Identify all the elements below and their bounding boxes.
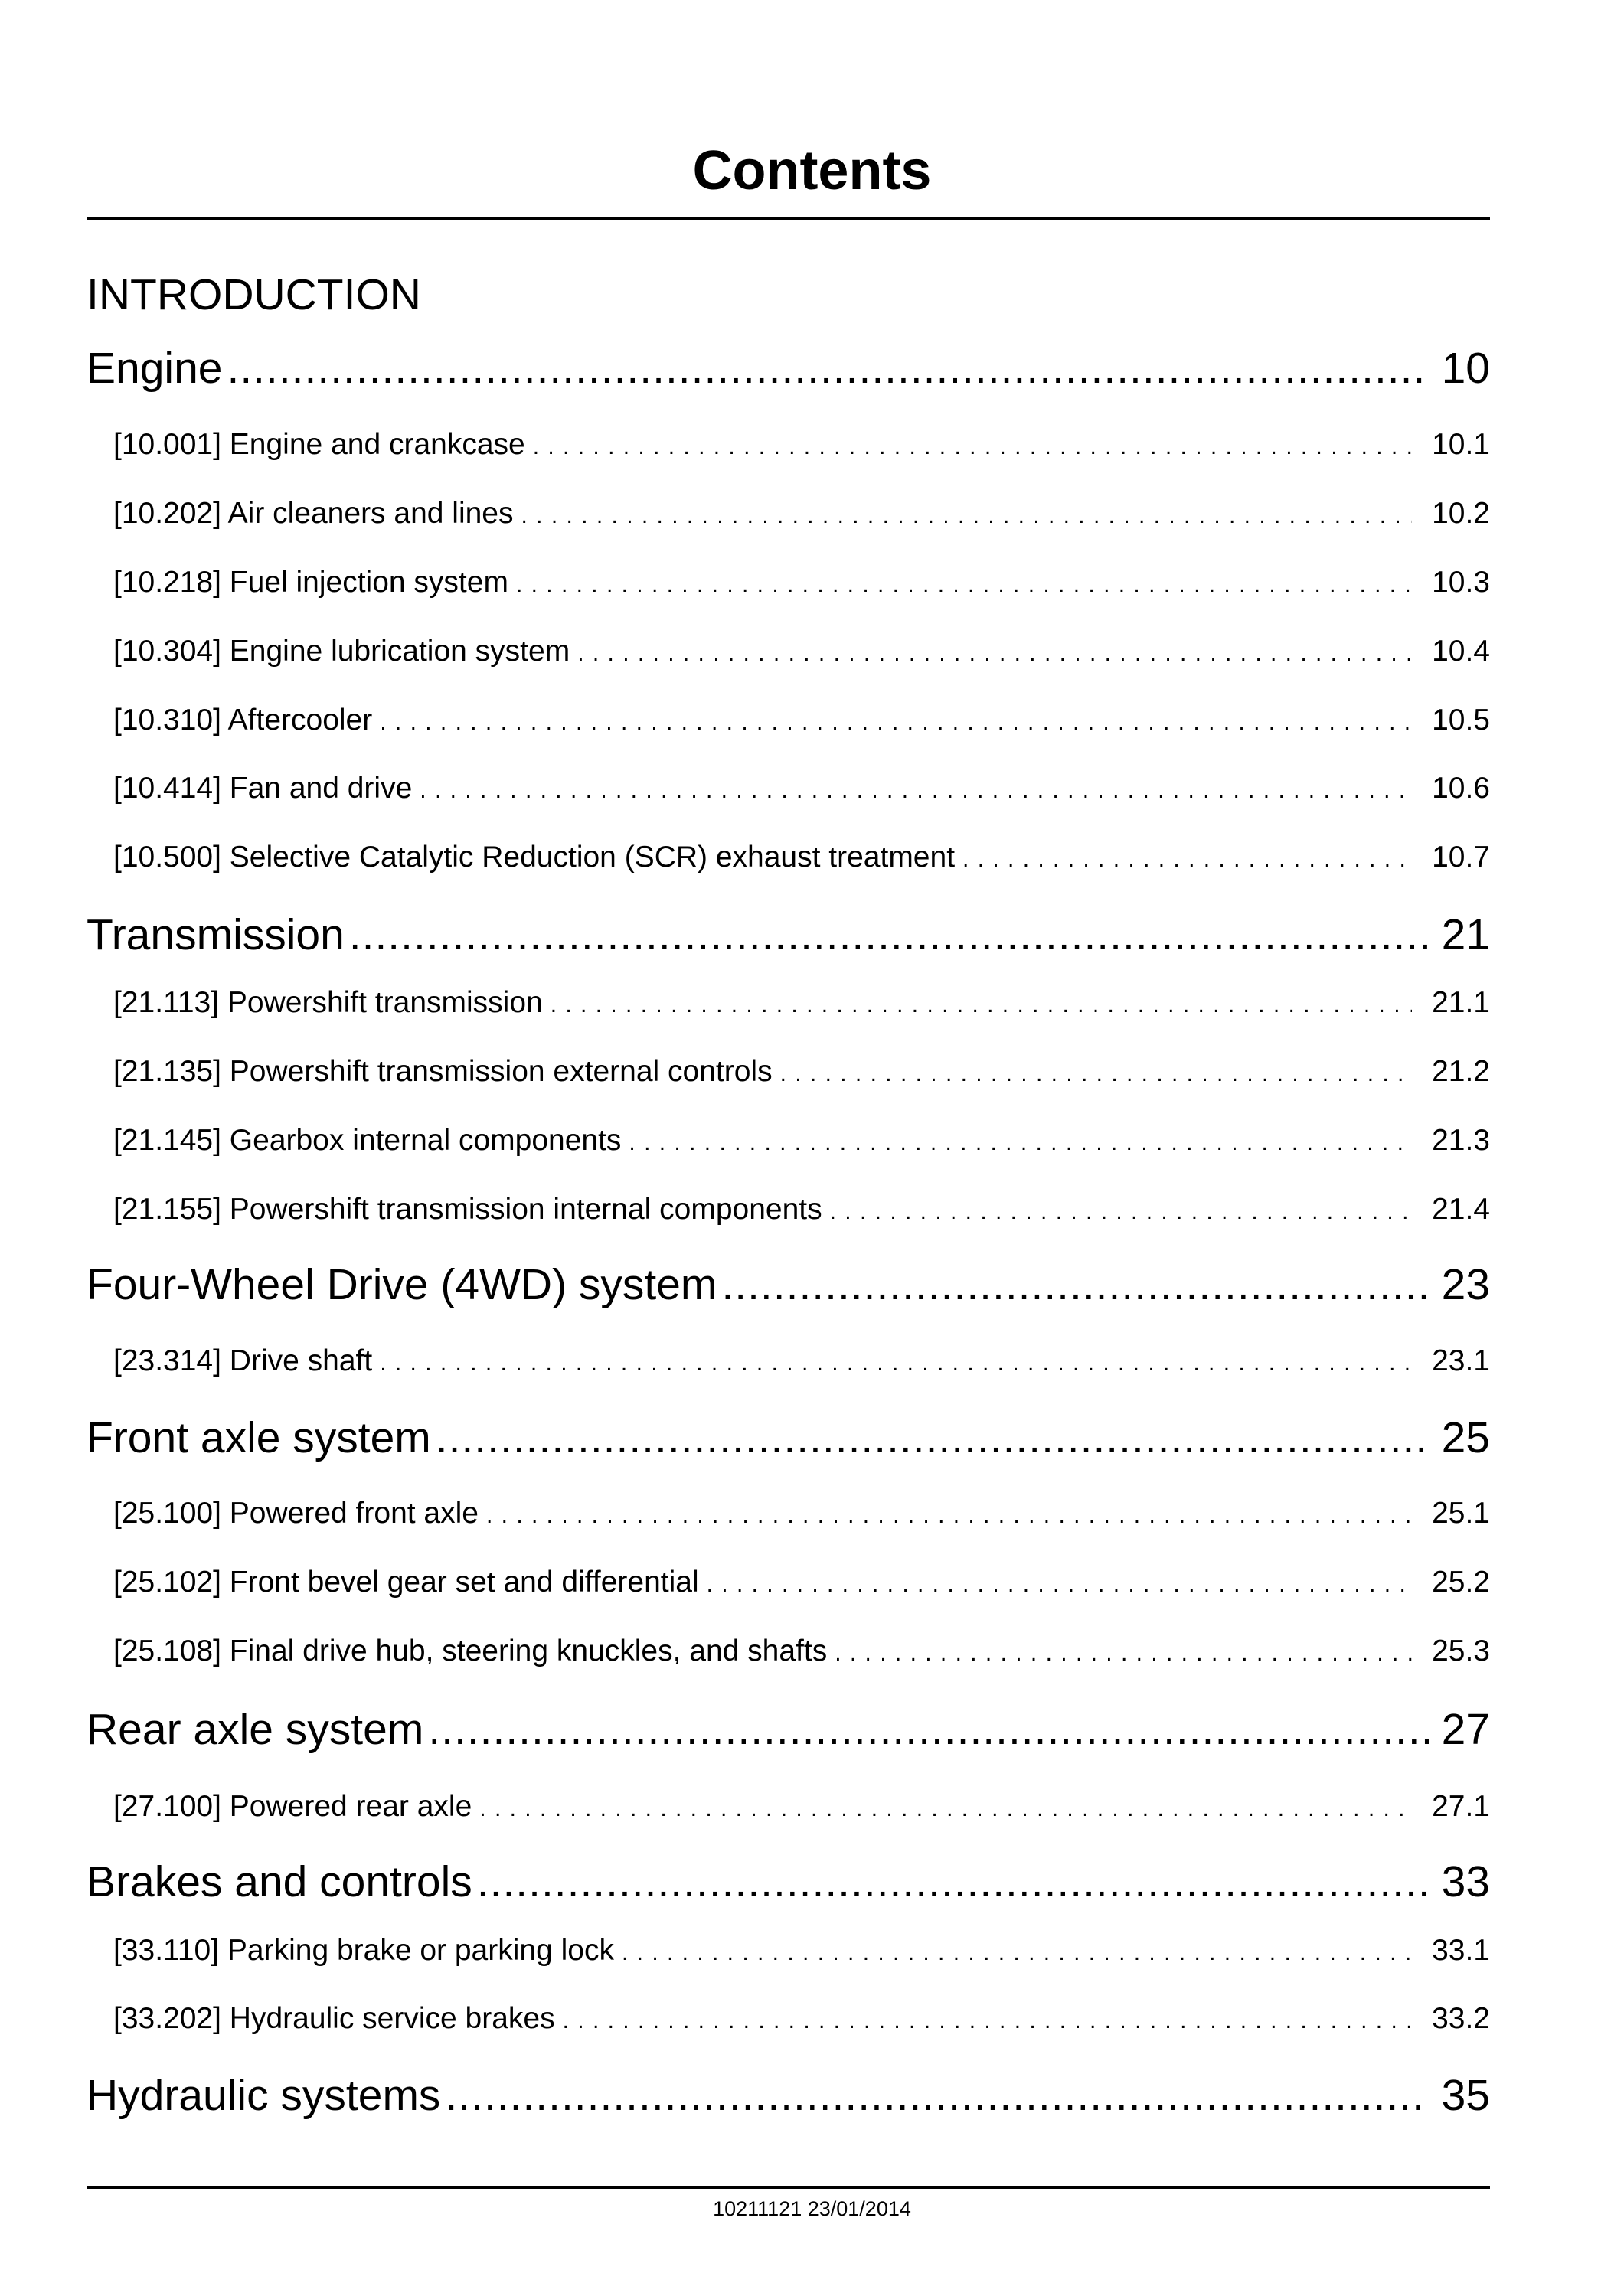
dot-leader	[436, 1411, 1429, 1465]
dot-leader	[420, 772, 1412, 810]
section-title: [10.304] Engine lubrication system	[113, 635, 570, 668]
section-title: [23.314] Drive shaft	[113, 1344, 373, 1377]
chapter-page-number: 35	[1441, 2071, 1490, 2120]
dot-leader	[380, 1344, 1412, 1383]
chapter-title: Front axle system	[87, 1413, 431, 1462]
dot-leader	[380, 704, 1412, 742]
section-page-number: 10.1	[1432, 428, 1490, 461]
chapter-page-number: 27	[1441, 1705, 1490, 1754]
chapter-title: Rear axle system	[87, 1705, 424, 1754]
section-title: [33.110] Parking brake or parking lock	[113, 1934, 614, 1967]
section-title: [33.202] Hydraulic service brakes	[113, 2002, 555, 2035]
section-title: [10.310] Aftercooler	[113, 704, 373, 736]
dot-leader	[479, 1790, 1412, 1828]
section-page-number: 27.1	[1432, 1790, 1490, 1823]
section-page-number: 21.1	[1432, 986, 1490, 1019]
section-page-number: 10.5	[1432, 704, 1490, 736]
dot-leader	[521, 497, 1412, 535]
chapter-title: Four-Wheel Drive (4WD) system	[87, 1260, 717, 1309]
chapter-page-number: 33	[1441, 1857, 1490, 1906]
section-title: [10.414] Fan and drive	[113, 772, 413, 805]
toc-section-21-155[interactable]	[113, 1190, 1490, 1231]
chapter-title: Transmission	[87, 910, 345, 959]
section-page-number: 21.3	[1432, 1124, 1490, 1157]
section-page-number: 25.2	[1432, 1566, 1490, 1599]
toc-section-10-414[interactable]	[113, 769, 1490, 810]
toc-chapter-transmission[interactable]	[87, 908, 1490, 962]
section-title: [27.100] Powered rear axle	[113, 1790, 472, 1823]
section-title: [10.001] Engine and crankcase	[113, 428, 525, 461]
toc-section-33-110[interactable]	[113, 1932, 1490, 1972]
section-title: [21.155] Powershift transmission internal components	[113, 1193, 822, 1226]
section-title: [10.202] Air cleaners and lines	[113, 497, 514, 530]
page-title: Contents	[692, 140, 932, 201]
dot-leader	[533, 428, 1412, 466]
section-title: [21.135] Powershift transmission external controls	[113, 1055, 773, 1088]
toc-chapter-brakes-and-controls[interactable]	[87, 1855, 1490, 1909]
section-page-number: 10.6	[1432, 772, 1490, 805]
dot-leader	[622, 1934, 1412, 1972]
toc-section-10-218[interactable]	[113, 563, 1490, 604]
footer-divider	[87, 2186, 1490, 2189]
section-title: [21.113] Powershift transmission	[113, 986, 543, 1019]
section-title: [25.108] Final drive hub, steering knuckles, and shafts	[113, 1635, 828, 1667]
dot-leader	[477, 1855, 1429, 1909]
chapter-page-number: 10	[1441, 344, 1490, 393]
chapter-page-number: 21	[1441, 910, 1490, 959]
toc-section-25-108[interactable]	[113, 1632, 1490, 1673]
toc-section-21-145[interactable]	[113, 1122, 1490, 1162]
toc-chapter-four-wheel-drive[interactable]	[87, 1258, 1490, 1311]
section-page-number: 25.3	[1432, 1635, 1490, 1667]
toc-section-23-314[interactable]	[113, 1342, 1490, 1383]
section-page-number: 33.1	[1432, 1934, 1490, 1967]
section-title: [21.145] Gearbox internal components	[113, 1124, 622, 1157]
section-title: [25.102] Front bevel gear set and differential	[113, 1566, 699, 1599]
chapter-page-number: 25	[1441, 1413, 1490, 1462]
toc-chapter-engine[interactable]	[87, 341, 1490, 395]
section-title: [10.218] Fuel injection system	[113, 566, 508, 599]
toc-section-25-102[interactable]	[113, 1563, 1490, 1604]
dot-leader	[428, 1703, 1429, 1756]
dot-leader	[551, 986, 1412, 1024]
toc-section-10-202[interactable]	[113, 495, 1490, 535]
toc-chapter-rear-axle-system[interactable]	[87, 1703, 1490, 1756]
toc-section-10-304[interactable]	[113, 632, 1490, 673]
dot-leader	[830, 1193, 1412, 1231]
dot-leader	[227, 341, 1430, 395]
toc-chapter-hydraulic-systems[interactable]	[87, 2069, 1490, 2122]
footer-document-id: 10211121 23/01/2014	[713, 2197, 911, 2220]
section-page-number: 25.1	[1432, 1497, 1490, 1530]
chapter-title: Brakes and controls	[87, 1857, 472, 1906]
section-page-number: 10.3	[1432, 566, 1490, 599]
dot-leader	[486, 1497, 1412, 1535]
toc-section-21-113[interactable]	[113, 984, 1490, 1024]
dot-leader	[962, 841, 1412, 879]
section-page-number: 21.4	[1432, 1193, 1490, 1226]
dot-leader	[349, 908, 1429, 962]
dot-leader	[516, 566, 1412, 604]
header-divider	[87, 217, 1490, 220]
dot-leader	[629, 1124, 1412, 1162]
toc-section-25-100[interactable]	[113, 1494, 1490, 1535]
section-page-number: 10.4	[1432, 635, 1490, 668]
dot-leader	[577, 635, 1412, 673]
toc-section-10-310[interactable]	[113, 701, 1490, 742]
chapter-title: Engine	[87, 344, 223, 393]
chapter-title: Hydraulic systems	[87, 2071, 441, 2120]
dot-leader	[780, 1055, 1412, 1093]
dot-leader	[707, 1566, 1412, 1604]
section-title: [25.100] Powered front axle	[113, 1497, 479, 1530]
toc-section-21-135[interactable]	[113, 1053, 1490, 1093]
toc-chapter-front-axle-system[interactable]	[87, 1411, 1490, 1465]
dot-leader	[445, 2069, 1429, 2122]
toc-section-10-001[interactable]	[113, 426, 1490, 466]
section-page-number: 10.7	[1432, 841, 1490, 874]
section-page-number: 23.1	[1432, 1344, 1490, 1377]
dot-leader	[721, 1258, 1429, 1311]
dot-leader	[563, 2002, 1412, 2040]
dot-leader	[835, 1635, 1412, 1673]
section-page-number: 21.2	[1432, 1055, 1490, 1088]
section-page-number: 33.2	[1432, 2002, 1490, 2035]
toc-section-27-100[interactable]	[113, 1788, 1490, 1828]
chapter-page-number: 23	[1441, 1260, 1490, 1309]
section-title: [10.500] Selective Catalytic Reduction (SCR) exhaust treatment	[113, 841, 956, 874]
toc-section-33-202[interactable]	[113, 2000, 1490, 2040]
section-page-number: 10.2	[1432, 497, 1490, 530]
toc-section-10-500[interactable]	[113, 838, 1490, 879]
introduction-heading: INTRODUCTION	[87, 270, 421, 319]
